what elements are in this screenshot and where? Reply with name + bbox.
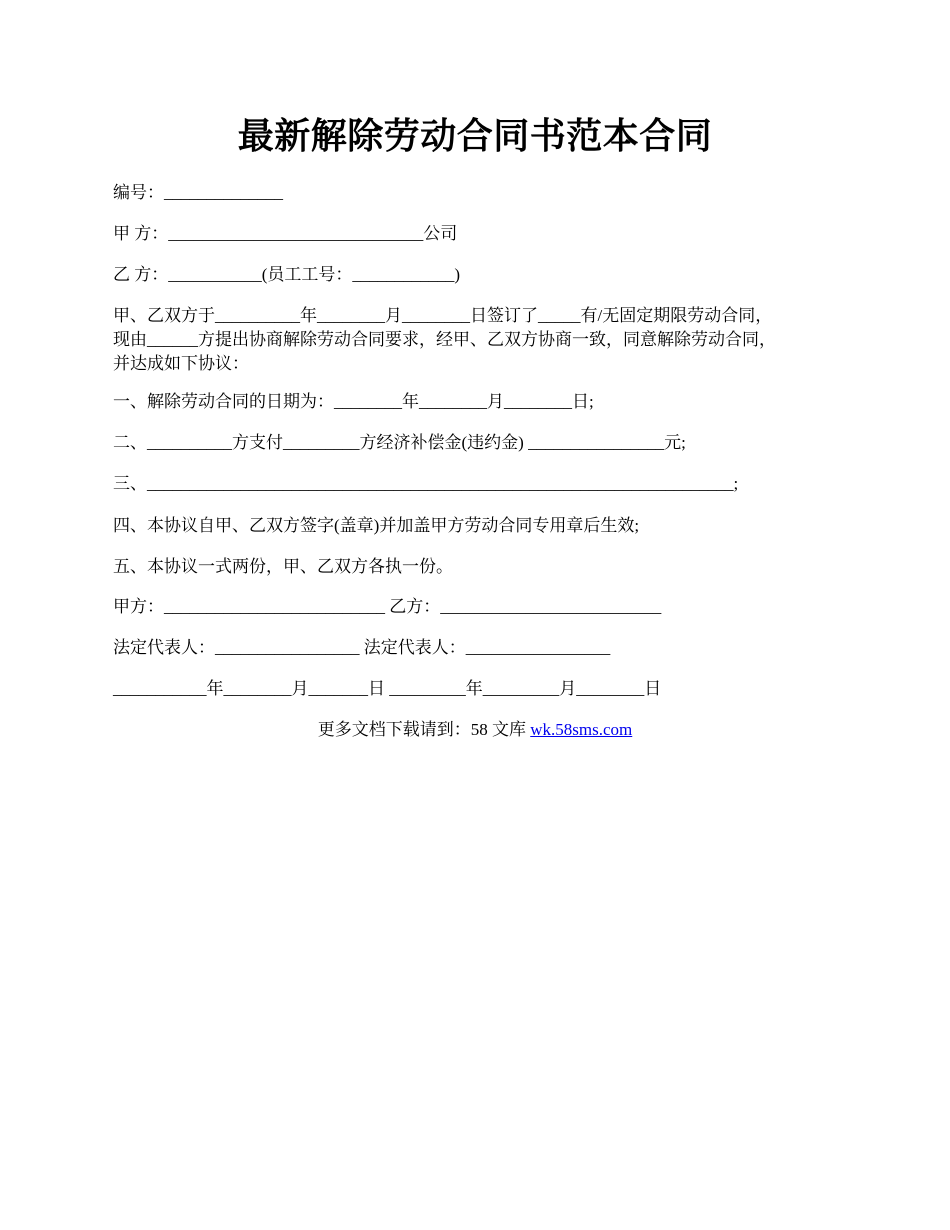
footer-text: 更多文档下载请到：58 文库 — [317, 720, 531, 739]
signature-dates-line: ___________年________月_______日 _________年_________月________日 — [113, 679, 662, 698]
intro-line-1: 甲、乙双方于__________年________月________日签订了_____有/无固定期限劳动合同， — [113, 306, 773, 325]
clause-5: 五、本协议一式两份，甲、乙双方各执一份。 — [113, 557, 453, 576]
clause-2: 二、__________方支付_________方经济补偿金(违约金) ________________元; — [113, 433, 686, 452]
document-title: 最新解除劳动合同书范本合同 — [237, 116, 713, 156]
party-b-line: 乙 方：___________(员工工号：____________) — [113, 265, 461, 284]
clause-1: 一、解除劳动合同的日期为：________年________月________日; — [113, 392, 594, 411]
signature-parties-line: 甲方：__________________________ 乙方：__________________________ — [113, 597, 662, 616]
intro-line-2: 现由______方提出协商解除劳动合同要求，经甲、乙双方协商一致，同意解除劳动合同， — [113, 330, 776, 349]
intro-paragraph — [113, 304, 833, 376]
clause-4: 四、本协议自甲、乙双方签字(盖章)并加盖甲方劳动合同专用章后生效; — [113, 516, 640, 535]
signature-representatives-line: 法定代表人：_________________ 法定代表人：_________________ — [113, 638, 611, 657]
serial-number-line: 编号：______________ — [113, 183, 283, 202]
party-a-line: 甲 方：______________________________公司 — [113, 224, 458, 243]
footer-link[interactable]: wk.58sms.com — [530, 720, 633, 739]
intro-line-3: 并达成如下协议： — [113, 354, 249, 373]
clause-3: 三、_____________________________________________________________________; — [113, 474, 739, 493]
footer — [0, 718, 950, 742]
